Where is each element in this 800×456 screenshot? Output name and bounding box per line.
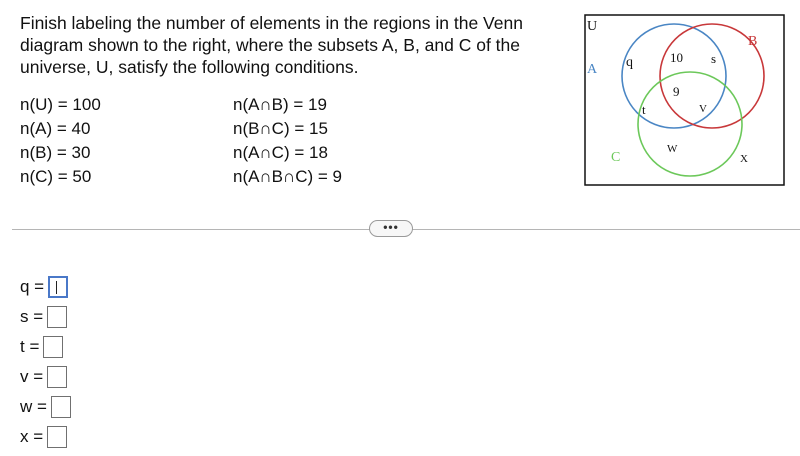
question-prompt: Finish labeling the number of elements in the regions in the Venn diagram shown to the right, where the subsets A, B, and C of the universe, U, satisfy the following conditions. [20, 13, 523, 77]
set-b-label: B [748, 34, 758, 49]
answer-label-t: t = [20, 337, 40, 356]
conditions-right [233, 93, 342, 189]
answer-input-q[interactable] [48, 276, 68, 298]
universe-label: U [587, 19, 598, 34]
answer-row-s [20, 302, 71, 332]
answer-label-v: v = [20, 367, 44, 386]
answer-label-s: s = [20, 307, 44, 326]
conditions-left [20, 93, 101, 189]
region-abc-value: 9 [673, 84, 680, 99]
venn-svg [584, 14, 785, 186]
set-a-label: A [587, 62, 598, 77]
set-c-label: C [611, 150, 621, 165]
answer-input-v[interactable] [47, 366, 67, 388]
region-v-label: V [699, 103, 707, 115]
region-ab-only-value: 10 [670, 50, 683, 65]
answer-row-t [20, 332, 71, 362]
answer-label-x: x = [20, 427, 44, 446]
condition-n-u: n(U) = 100 [20, 95, 101, 114]
condition-n-b: n(B) = 30 [20, 143, 91, 162]
text-caret [56, 281, 57, 294]
condition-n-a: n(A) = 40 [20, 119, 91, 138]
region-t-label: t [642, 102, 646, 117]
more-options-button[interactable]: ••• [369, 220, 413, 237]
region-w-label: W [667, 143, 678, 155]
answer-label-q: q = [20, 277, 45, 296]
region-s-label: s [711, 51, 717, 66]
answer-row-v [20, 362, 71, 392]
condition-n-a-b-c: n(A∩B∩C) = 9 [233, 167, 342, 186]
answer-label-w: w = [20, 397, 47, 416]
answer-input-s[interactable] [47, 306, 67, 328]
answer-list [20, 272, 71, 452]
region-x-label: X [740, 153, 748, 165]
venn-diagram [584, 14, 785, 186]
condition-n-c: n(C) = 50 [20, 167, 92, 186]
answer-input-t[interactable] [43, 336, 63, 358]
condition-n-a-and-b: n(A∩B) = 19 [233, 95, 327, 114]
answer-row-q [20, 272, 71, 302]
condition-n-b-and-c: n(B∩C) = 15 [233, 119, 328, 138]
answer-row-x [20, 422, 71, 452]
region-q-label: q [626, 55, 633, 70]
condition-n-a-and-c: n(A∩C) = 18 [233, 143, 328, 162]
answer-input-x[interactable] [47, 426, 67, 448]
answer-row-w [20, 392, 71, 422]
answer-input-w[interactable] [51, 396, 71, 418]
